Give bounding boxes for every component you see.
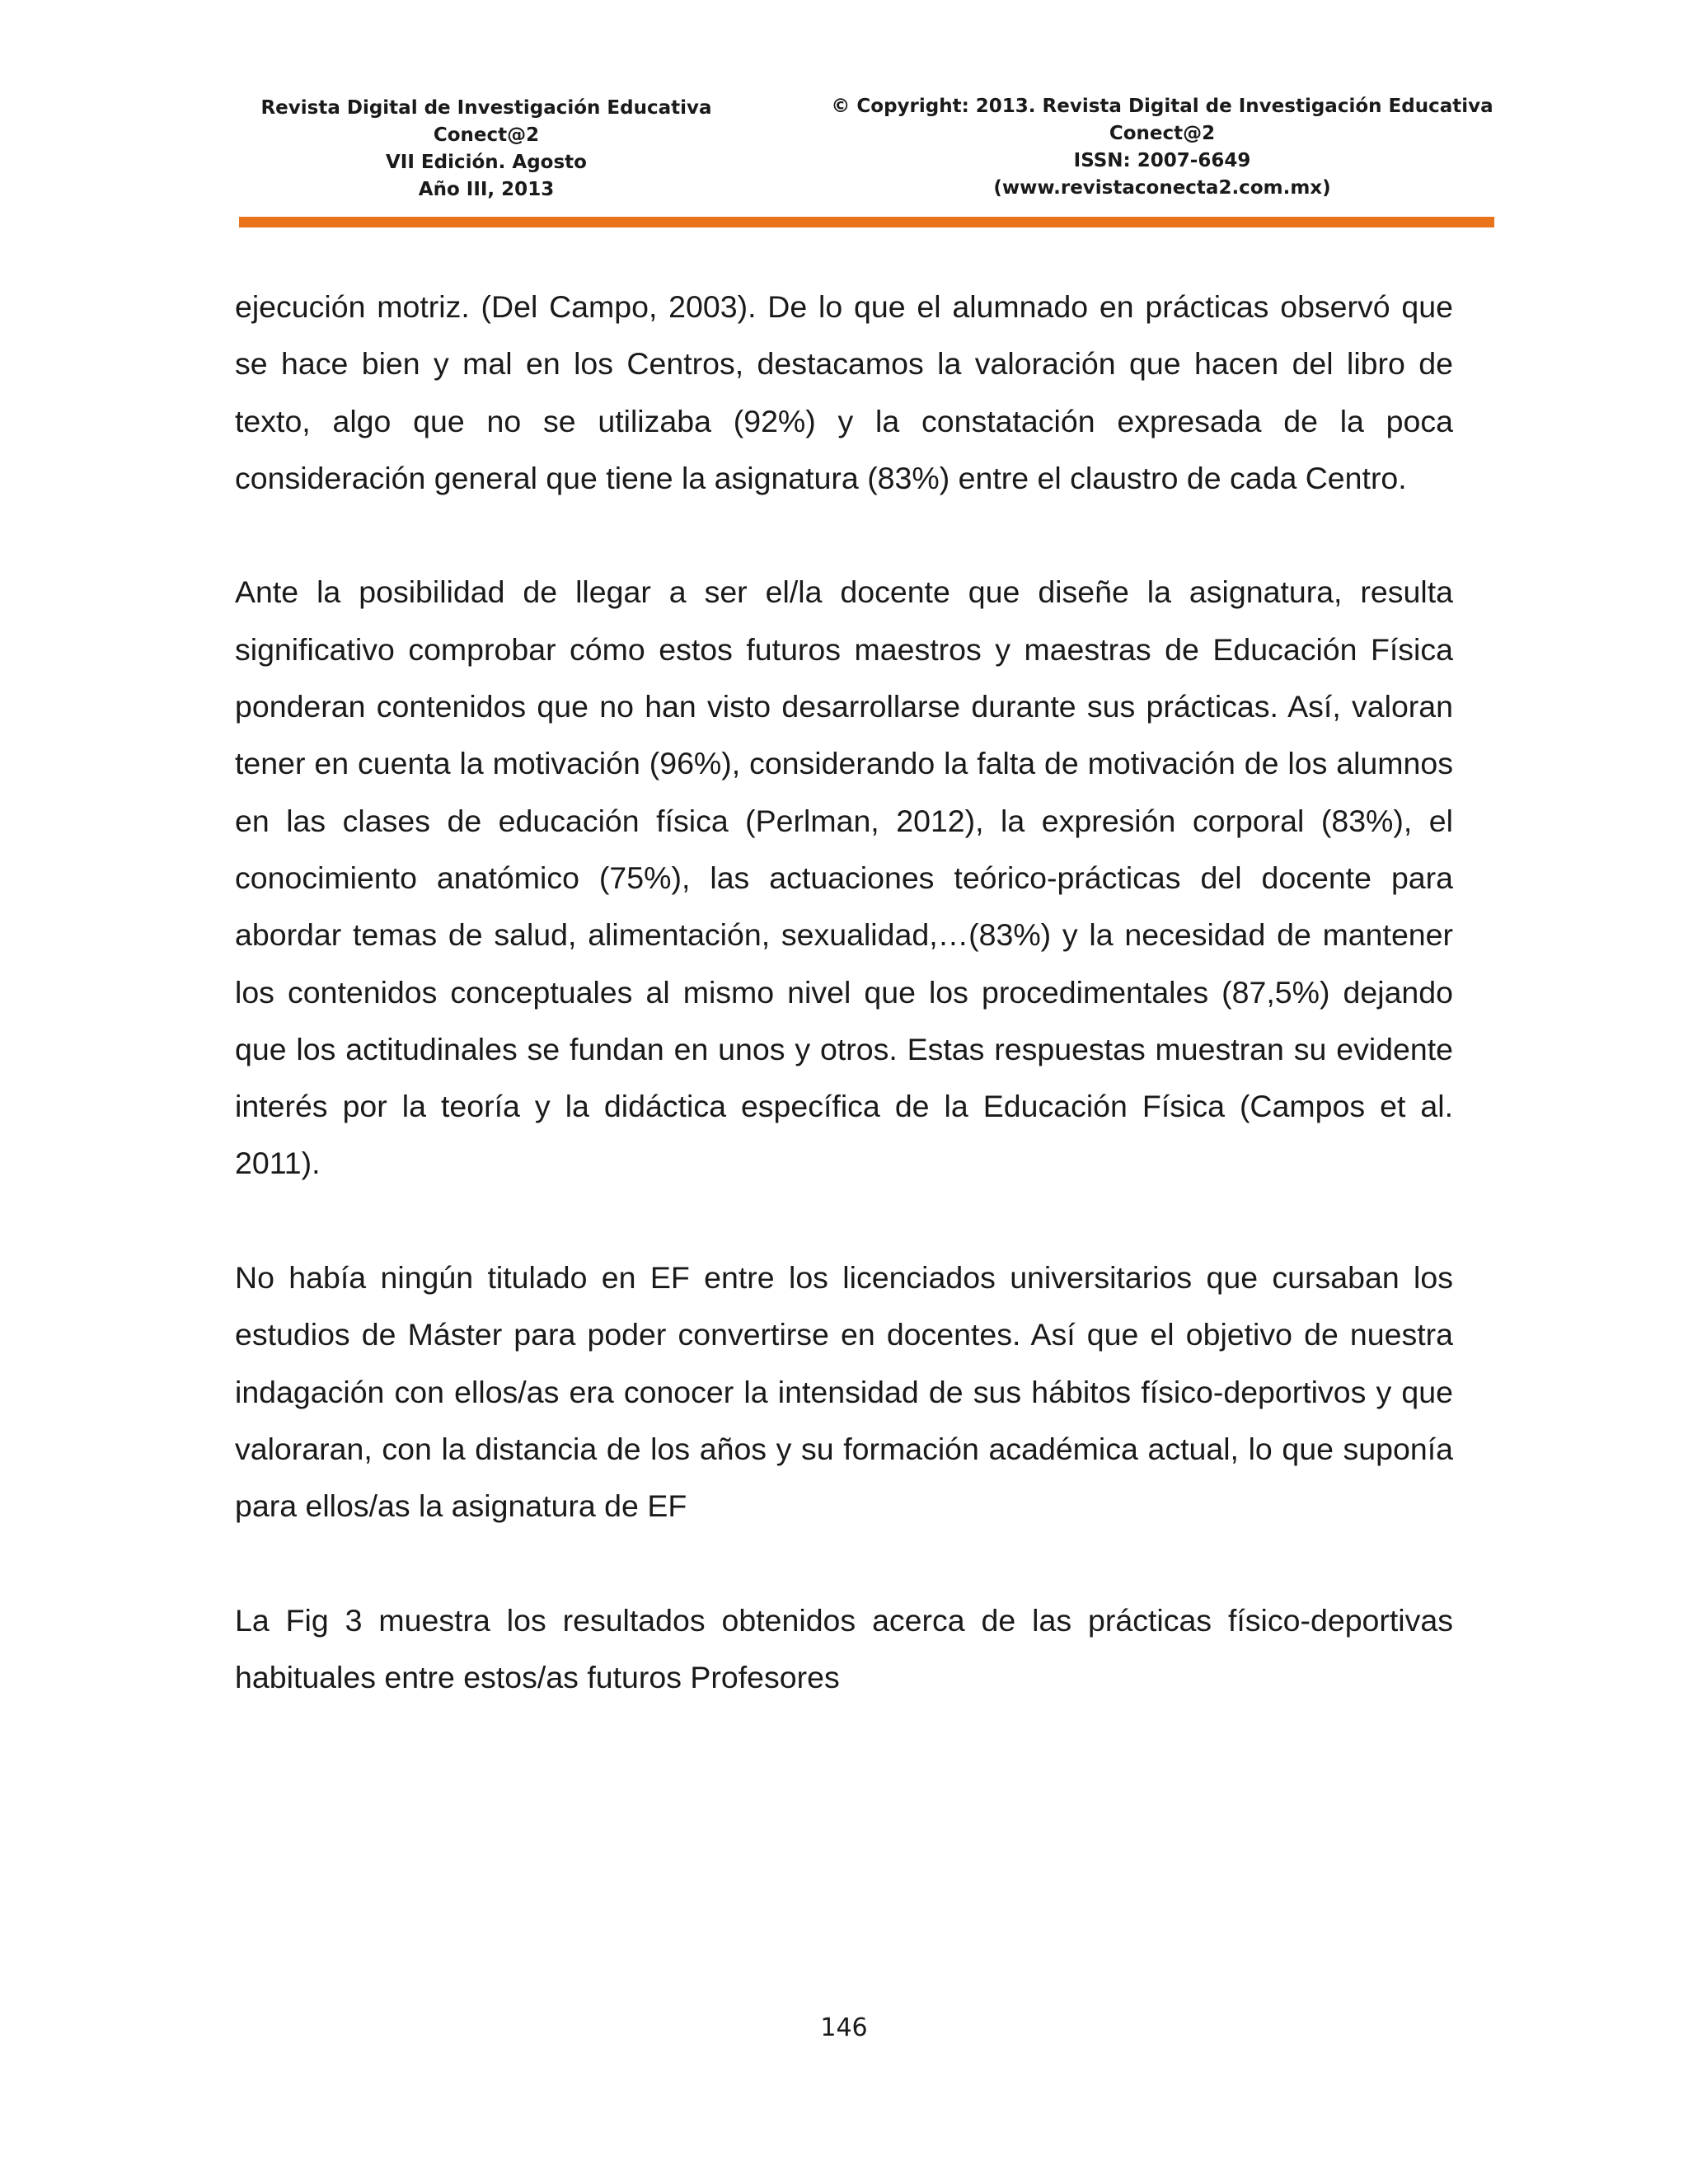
journal-edition: VII Edición. Agosto [386, 152, 587, 173]
issn-line: ISSN: 2007-6649 [1073, 150, 1251, 171]
article-body [235, 279, 1453, 1764]
paragraph: No había ningún titulado en EF entre los licenciados universitarios que cursaban los estudios de Máster para poder convertirse en docentes. Así que el objetivo de nuestra indagación con ellos/as era conocer la intensidad de sus hábitos físico-deportivos y que valoraran, con la distancia de los años y su formación académica actual, lo que suponía para ellos/as la asignatura de EF [235, 1260, 1453, 1524]
journal-title: Revista Digital de Investigación Educativa [260, 97, 712, 119]
paragraph: La Fig 3 muestra los resultados obtenidos acerca de las prácticas físico-deportivas habituales entre estos/as futuros Profesores [235, 1602, 1453, 1695]
journal-header-right [824, 93, 1500, 202]
copyright-journal-name: Conect@2 [1109, 123, 1216, 144]
header-divider [239, 217, 1494, 227]
paragraph: ejecución motriz. (Del Campo, 2003). De lo que el alumnado en prácticas observó que se hace bien y mal en los Centros, destacamos la valoración que hacen del libro de texto, algo que no se utilizaba (92%) y la constatación expresada de la poca consideración general que tiene la asignatura (83%) entre el claustro de cada Centro. [235, 289, 1453, 495]
journal-header-left [239, 95, 734, 204]
journal-name: Conect@2 [433, 124, 540, 146]
page-number: 146 [820, 2013, 868, 2042]
copyright-line: © Copyright: 2013. Revista Digital de Investigación Educativa [831, 96, 1493, 117]
paragraph: Ante la posibilidad de llegar a ser el/la docente que diseñe la asignatura, resulta significativo comprobar cómo estos futuros maestros y maestras de Educación Física ponderan contenidos que no han visto desarrollarse durante sus prácticas. Así, valoran tener en cuenta la motivación (96%), considerando la falta de motivación de los alumnos en las clases de educación física (Perlman, 2012), la expresión corporal (83%), el conocimiento anatómico (75%), las actuaciones teórico-prácticas del docente para abordar temas de salud, alimentación, sexualidad,…(83%) y la necesidad de mantener los contenidos conceptuales al mismo nivel que los procedimentales (87,5%) dejando que los actitudinales se fundan en unos y otros. Estas respuestas muestran su evidente interés por la teoría y la didáctica específica de la Educación Física (Campos et al. 2011). [235, 574, 1453, 1181]
website-line: (www.revistaconecta2.com.mx) [993, 177, 1331, 199]
journal-year: Año III, 2013 [418, 179, 555, 200]
